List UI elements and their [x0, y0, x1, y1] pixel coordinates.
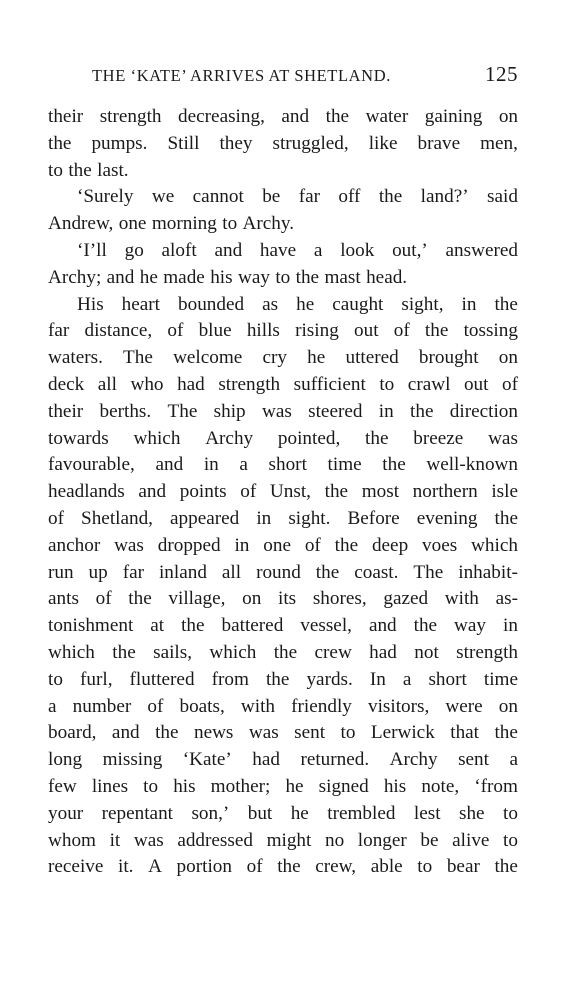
- text-line: favourable, and in a short time the well-known: [48, 454, 518, 476]
- text-line: their berths. The ship was steered in the direction: [48, 400, 518, 422]
- text-line: run up far inland all round the coast. The inhabit-: [48, 561, 518, 583]
- body-text: [48, 104, 518, 881]
- text-line: to the last.: [48, 159, 129, 181]
- text-line: deck all who had strength sufficient to crawl out of: [48, 373, 518, 395]
- running-head: [92, 62, 518, 88]
- text-line: ‘Surely we cannot be far off the land?’ said: [77, 186, 518, 208]
- text-line: His heart bounded as he caught sight, in the: [77, 293, 518, 315]
- text-line: few lines to his mother; he signed his note, ‘from: [48, 775, 518, 797]
- text-line: ‘I’ll go aloft and have a look out,’ answered: [77, 239, 518, 261]
- running-head-title: THE ‘KATE’ ARRIVES AT SHETLAND.: [92, 66, 391, 85]
- text-line: ants of the village, on its shores, gazed with as-: [48, 588, 518, 610]
- text-line: anchor was dropped in one of the deep voes which: [48, 534, 518, 556]
- text-line: long missing ‘Kate’ had returned. Archy sent a: [48, 749, 518, 771]
- text-line: waters. The welcome cry he uttered brought on: [48, 347, 518, 369]
- text-line: to furl, fluttered from the yards. In a short time: [48, 668, 518, 690]
- text-line: receive it. A portion of the crew, able to bear the: [48, 856, 518, 878]
- text-line: towards which Archy pointed, the breeze was: [48, 427, 518, 449]
- text-line: tonishment at the battered vessel, and the way in: [48, 615, 518, 637]
- page-number: 125: [485, 62, 518, 86]
- text-line: headlands and points of Unst, the most northern isle: [48, 481, 518, 503]
- text-line: Andrew, one morning to Archy.: [48, 213, 295, 235]
- text-line: of Shetland, appeared in sight. Before evening the: [48, 507, 518, 529]
- text-line: which the sails, which the crew had not strength: [48, 641, 518, 663]
- text-line: the pumps. Still they struggled, like brave men,: [48, 132, 518, 154]
- text-line: their strength decreasing, and the water gaining on: [48, 106, 518, 127]
- text-line: whom it was addressed might no longer be alive to: [48, 829, 518, 851]
- text-line: Archy; and he made his way to the mast head.: [48, 266, 408, 288]
- text-line: far distance, of blue hills rising out of the tossing: [48, 320, 518, 342]
- text-line: a number of boats, with friendly visitors, were on: [48, 695, 518, 717]
- text-line: your repentant son,’ but he trembled lest she to: [48, 802, 518, 824]
- text-line: board, and the news was sent to Lerwick that the: [48, 722, 518, 744]
